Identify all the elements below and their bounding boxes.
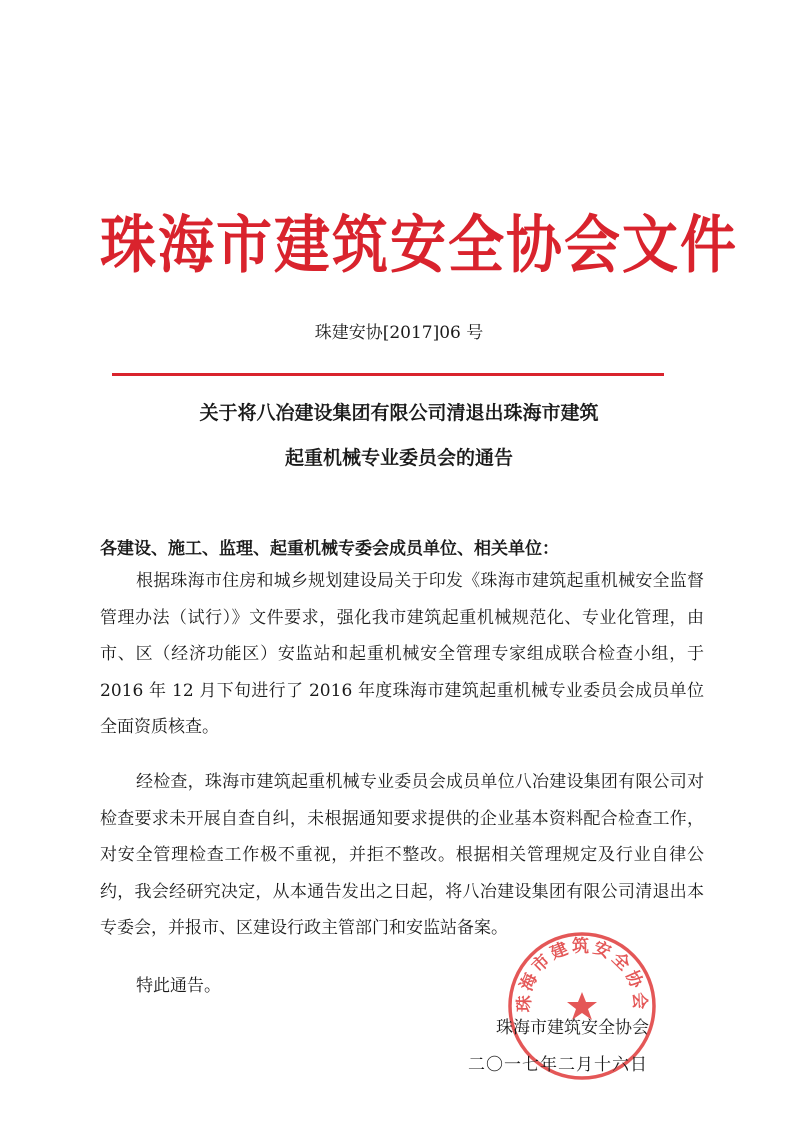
red-divider-line	[112, 373, 664, 376]
seal-text: 珠海市建筑安全协会	[514, 936, 650, 1013]
document-title-line-1: 关于将八冶建设集团有限公司清退出珠海市建筑	[199, 402, 599, 424]
body-paragraph-2: 经检查，珠海市建筑起重机械专业委员会成员单位八冶建设集团有限公司对检查要求未开展自查自纠，未根据通知要求提供的企业基本资料配合检查工作，对安全管理检查工作极不重视，并拒不整改。根据相关管理规定及行业自律公约，我会经研究决定，从本通告发出之日起，将八冶建设集团有限公司清退出本专委会，并报市、区建设行政主管部门和安监站备案。	[100, 772, 704, 938]
document-number: 珠建安协[2017]06 号	[314, 323, 484, 343]
body-paragraph-1: 根据珠海市住房和城乡规划建设局关于印发《珠海市建筑起重机械安全监督管理办法（试行）》文件要求，强化我市建筑起重机械规范化、专业化管理，由市、区（经济功能区）安监站和起重机械安全管理专家组成联合检查小组，于 2016 年 12 月下旬进行了 2016 年度珠海市建筑起重机械专业委员会成员单位全面资质核查。	[100, 571, 704, 737]
signature-date: 二〇一七年二月十六日	[468, 1055, 648, 1075]
document-title-line-2: 起重机械专业委员会的通告	[284, 447, 513, 469]
signature-organization: 珠海市建筑安全协会	[496, 1018, 649, 1038]
salutation: 各建设、施工、监理、起重机械专委会成员单位、相关单位：	[100, 539, 559, 559]
closing-line: 特此通告。	[136, 976, 221, 996]
red-header-title: 珠海市建筑安全协会文件	[100, 209, 738, 283]
